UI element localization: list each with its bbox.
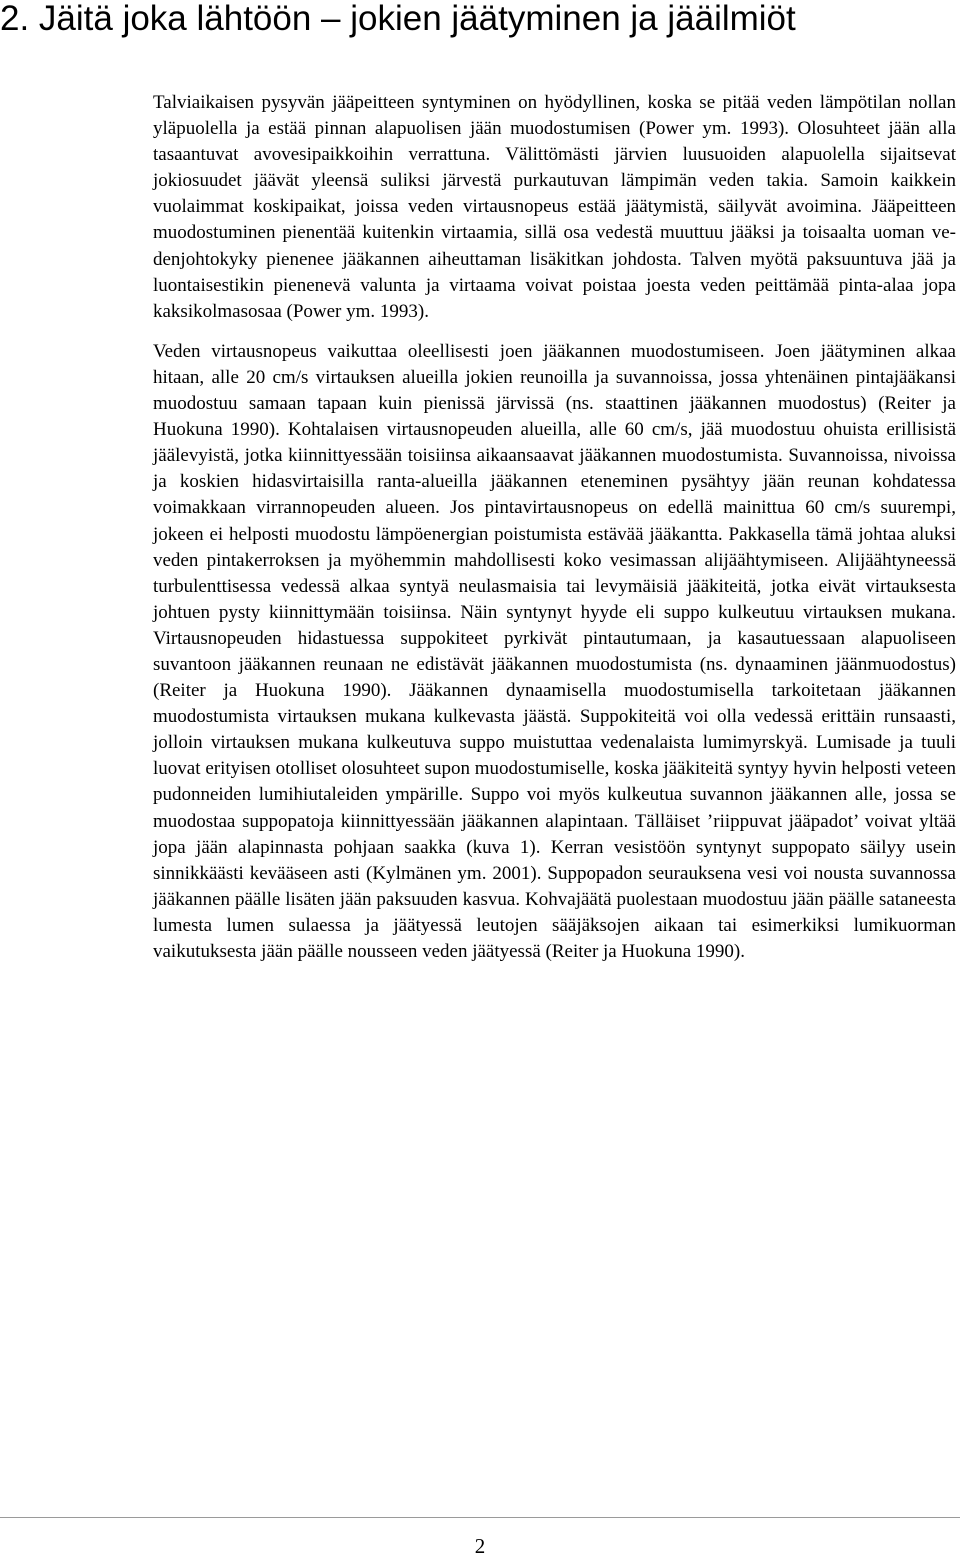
- section-heading: 2. Jäitä joka lähtöön – jokien jäätyminen ja jääilmiöt: [0, 0, 796, 38]
- paragraph-1: Talviaikaisen pysyvän jääpeitteen syntyminen on hyödyllinen, koska se pitää veden lämpötilan nollan yläpuolella ja estää pinnan alapuolisen jään muodostumisen (Power ym. 1993). Olosuhteet jään alla tasaantuvat avovesipaikkoihin verrattuna. Välittömästi järvien luusuoiden alapuolella sijaitsevat jokiosuudet jäävät yleensä suliksi järvestä purkautuvan lämpimän veden takia. Samoin kaikkein vuolaimmat koskipaikat, joissa veden virtausnopeus estää jäätymistä, säilyvät avoimina. Jääpeitteen muodostuminen pienentää kuitenkin virtaamia, sillä osa vedestä muuttuu jääksi ja toisaalta uoman vedenjohtokyky pienenee jääkannen aiheuttaman lisäkitkan johdosta. Talven myötä paksuuntuva jää ja luontaisestikin pienenevä valunta ja virtaama voivat poistaa joesta veden peittämää pinta-alaa jopa kaksikolmasosaa (Power ym. 1993).: [153, 92, 956, 322]
- body-text: [153, 90, 956, 965]
- footer-divider: [0, 1517, 960, 1518]
- page-number: 2: [474, 1534, 486, 1558]
- paragraph-2: Veden virtausnopeus vaikuttaa oleellisesti joen jääkannen muodostumiseen. Joen jäätyminen alkaa hitaan, alle 20 cm/s virtauksen alueilla jokien reunoilla ja suvannoissa, jossa yhtenäinen pintajääkansi muodostuu samaan tapaan kuin pienissä järvissä (ns. staattinen jääkannen muodostus) (Reiter ja Huokuna 1990). Kohtalaisen virtausnopeuden alueilla, alle 60 cm/s, jää muodostuu ohuista erillisistä jäälevyistä, jotka kiinnittyessään toisiinsa aikaansaavat jääkannen muodostumista. Suvannoissa, nivoissa ja koskien hidasvirtaisilla ranta-alueilla jääkannen eteneminen pysähtyy jään reunan kohdatessa voimakkaan virrannopeuden alueen. Jos pintavirtausnopeus on edellä mainittua 60 cm/s suurempi, jokeen ei helposti muodostu lämpöenergian poistumista estävää jääkantta. Pakkasella tämä johtaa aluksi veden pintakerroksen ja myöhemmin mahdollisesti koko vesimassan alijäähtymiseen. Alijäähtyneessä turbulenttisessa vedessä alkaa syntyä neulasmaisia tai levymäisiä jääkiteitä, jotka eivät virtauksesta johtuen pysty kiinnittymään toisiinsa. Näin syntynyt hyyde eli suppo kulkeutuu virtauksen mukana. Virtausnopeuden hidastuessa suppokiteet pyrkivät pintautumaan, ja kasautuessaan alapuoliseen suvantoon jääkannen reunaan ne edistävät jääkannen muodostumista (ns. dynaaminen jäänmuodostus) (Reiter ja Huokuna 1990). Jääkannen dynaamisella muodostumisella tarkoitetaan jääkannen muodostumista virtauksen mukana kulkevasta jäästä. Suppokiteitä voi olla vedessä erittäin runsaasti, jolloin virtauksen mukana kulkeutuva suppo muistuttaa vedenalaista lumimyrskyä. Lumisade ja tuuli luovat erityisen otolliset olosuhteet supon muodostumiselle, koska jääkiteitä syntyy hyvin helposti veteen pudonneiden lumihiutaleiden ympärille. Suppo voi myös kulkeutua suvannon jääkannen alle, jossa se muodostaa suppopatoja kiinnittyessään jääkannen alapintaan. Tälläiset ’riippuvat jääpadot’ voivat yltää jopa jään alapinnasta pohjaan saakka (kuva 1). Kerran vesistöön syntynyt suppopato säilyy usein sinnikkäästi kevääseen asti (Kylmänen ym. 2001). Suppopadon seurauksena vesi voi nousta suvannossa jääkannen päälle lisäten jään paksuuden kasvua. Kohvajäätä puolestaan muodostuu jään päälle sataneesta lumesta lumen sulaessa ja jäätyessä leutojen sääjäksojen aikaan tai esimerkiksi lumikuorman vaikutuksesta jään päälle nousseen veden jäätyessä (Reiter ja Huokuna 1990).: [153, 340, 956, 962]
